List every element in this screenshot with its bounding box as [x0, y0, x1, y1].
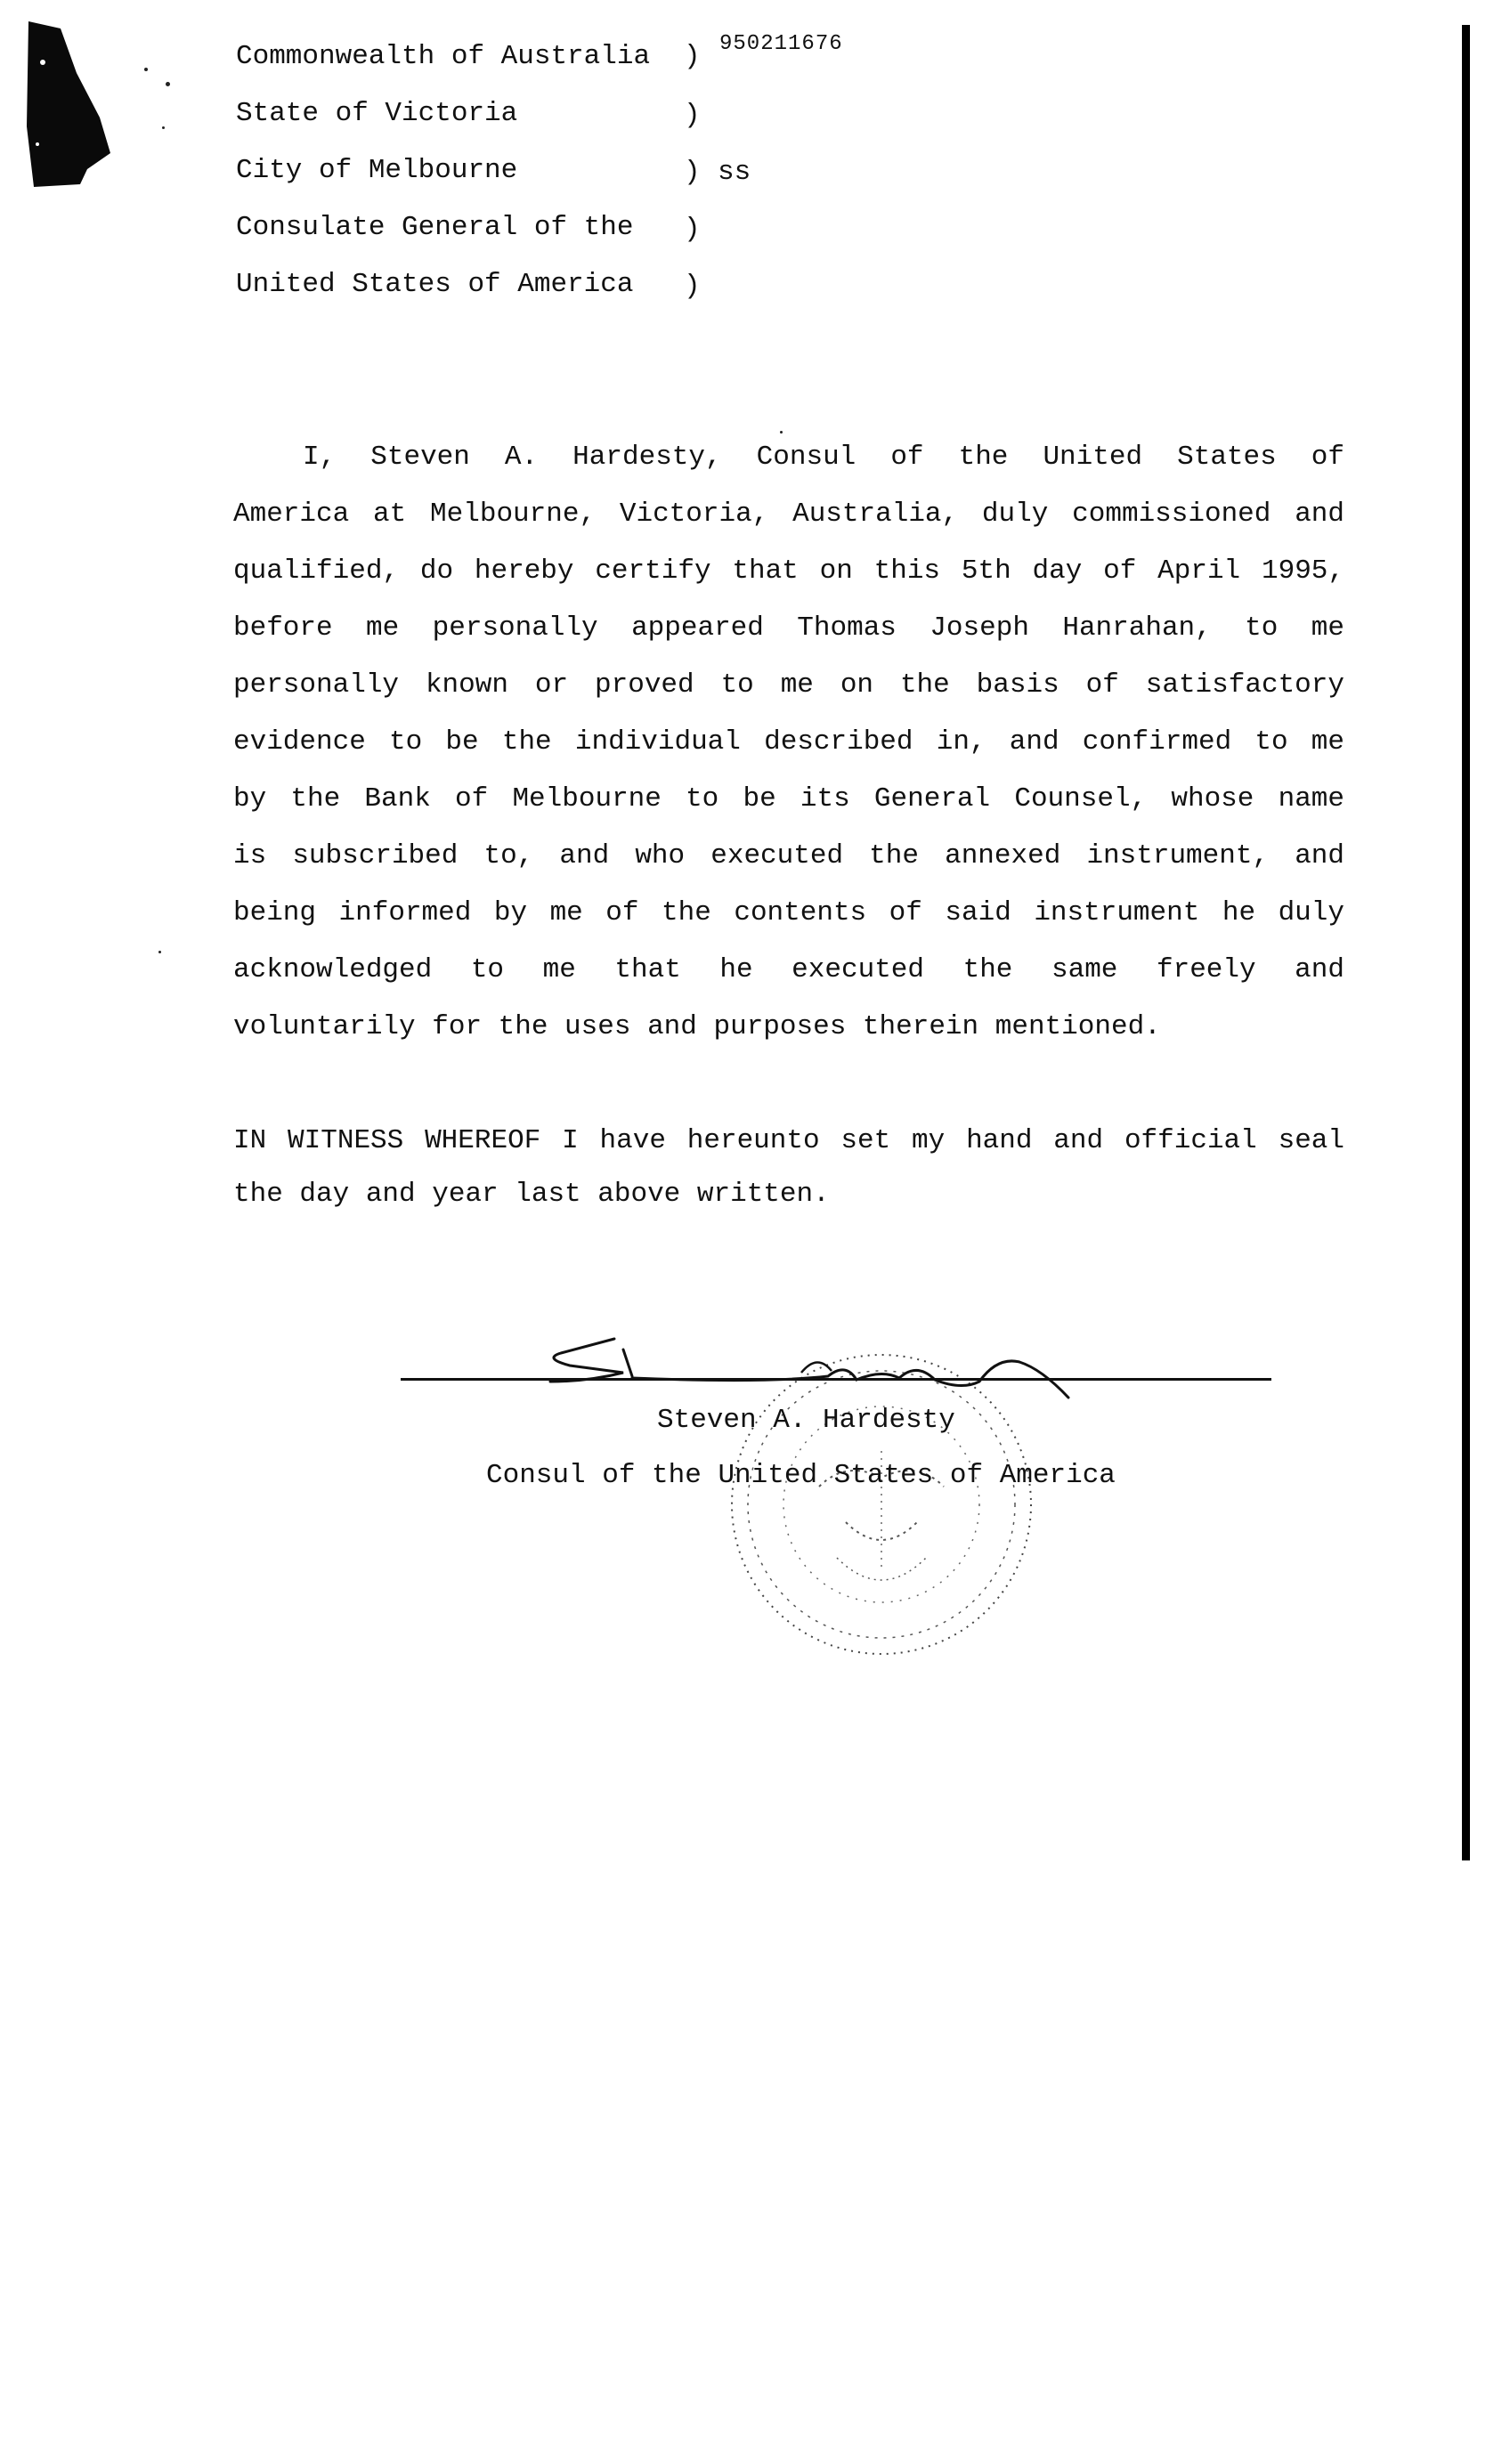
venue-line: State of Victoria	[236, 98, 518, 129]
venue-paren: )	[684, 271, 701, 302]
venue-line: Commonwealth of Australia	[236, 41, 651, 72]
venue-paren: )	[684, 157, 701, 188]
certificate-line: being informed by me of the contents of said instrument he duly	[233, 897, 1344, 928]
signer-title: Consul of the United States of America	[486, 1460, 1116, 1491]
certificate-line: acknowledged to me that he executed the same freely and	[233, 954, 1344, 985]
scan-speck	[162, 126, 165, 129]
witness-line: IN WITNESS WHEREOF I have hereunto set my hand and official seal	[233, 1125, 1344, 1156]
certificate-line: America at Melbourne, Victoria, Australia, duly commissioned and	[233, 498, 1344, 530]
document-number: 950211676	[719, 32, 843, 56]
venue-line: City of Melbourne	[236, 155, 518, 186]
venue-paren: )	[684, 214, 701, 245]
scan-speck	[144, 68, 148, 71]
signer-name: Steven A. Hardesty	[657, 1405, 955, 1436]
witness-line: the day and year last above written.	[233, 1179, 830, 1210]
certificate-line: I, Steven A. Hardesty, Consul of the United States of	[303, 442, 1344, 473]
certificate-line: by the Bank of Melbourne to be its General Counsel, whose name	[233, 783, 1344, 815]
venue-line: United States of America	[236, 269, 634, 300]
certificate-line: evidence to be the individual described in, and confirmed to me	[233, 726, 1344, 758]
venue-line: Consulate General of the	[236, 212, 634, 243]
scan-edge-rule	[1462, 25, 1470, 1860]
certificate-line: personally known or proved to me on the basis of satisfactory	[233, 669, 1344, 701]
venue-ss: ss	[718, 157, 751, 188]
certificate-line: voluntarily for the uses and purposes therein mentioned.	[233, 1011, 1161, 1042]
scan-blot-mark	[25, 20, 114, 189]
certificate-line: qualified, do hereby certify that on this 5th day of April 1995,	[233, 555, 1344, 587]
signature-line	[401, 1378, 1271, 1381]
venue-paren: )	[684, 100, 701, 131]
venue-paren: )	[684, 41, 701, 72]
scan-speck	[780, 431, 783, 434]
scan-speck	[166, 82, 170, 86]
scan-speck	[158, 951, 161, 953]
certificate-line: is subscribed to, and who executed the annexed instrument, and	[233, 840, 1344, 871]
certificate-line: before me personally appeared Thomas Joseph Hanrahan, to me	[233, 612, 1344, 644]
